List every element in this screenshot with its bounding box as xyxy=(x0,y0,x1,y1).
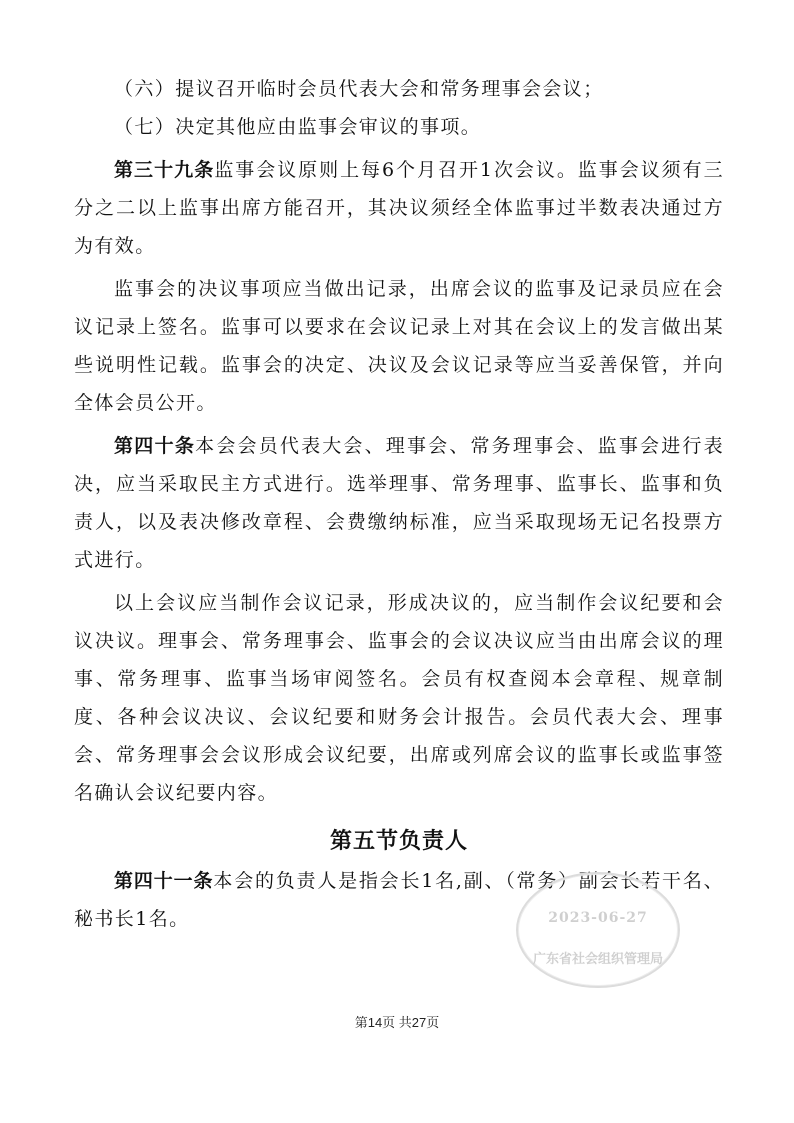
article-40 xyxy=(74,427,724,579)
clause-item-7: （七）决定其他应由监事会审议的事项。 xyxy=(114,116,482,138)
article-41-text: 本会的负责人是指会长1名,副、（常务）副会长若干名、秘书长1名。 xyxy=(74,870,724,930)
article-39 xyxy=(74,151,724,265)
seal-organization: 广东省社会组织管理局 xyxy=(532,952,663,967)
article-41-number: 第四十一条 xyxy=(114,870,214,892)
page-number: 第14页 共27页 xyxy=(354,1015,440,1030)
article-39-text: 监事会议原则上每6个月召开1次会议。监事会议须有三分之二以上监事出席方能召开，其决议须经全体监事过半数表决通过方为有效。 xyxy=(74,159,724,257)
clause-item-6: （六）提议召开临时会员代表大会和常务理事会会议； xyxy=(114,78,604,100)
article-40-paragraph-2: 以上会议应当制作会议记录，形成决议的，应当制作会议纪要和会议决议。理事会、常务理事会、监事会的会议决议应当由出席会议的理事、常务理事、监事当场审阅签名。会员有权查阅本会章程、规章制度、各种会议决议、会议纪要和财务会计报告。会员代表大会、理事会、常务理事会会议形成会议纪要，出席或列席会议的监事长或监事签名确认会议纪要内容。 xyxy=(74,592,724,804)
article-39-number: 第三十九条 xyxy=(114,159,215,181)
article-40-text: 本会会员代表大会、理事会、常务理事会、监事会进行表决，应当采取民主方式进行。选举理事、常务理事、监事长、监事和负责人，以及表决修改章程、会费缴纳标准，应当采取现场无记名投票方式进行。 xyxy=(74,435,724,571)
seal-date: 2023-06-27 xyxy=(548,910,648,926)
article-39-paragraph-2: 监事会的决议事项应当做出记录，出席会议的监事及记录员应在会议记录上签名。监事可以要求在会议记录上对其在会议上的发言做出某些说明性记载。监事会的决定、决议及会议记录等应当妥善保管，并向全体会员公开。 xyxy=(74,278,724,414)
document-body xyxy=(74,70,724,938)
official-seal-watermark xyxy=(516,872,680,988)
article-40-number: 第四十条 xyxy=(114,435,196,457)
section-title: 第五节负责人 xyxy=(329,829,468,854)
